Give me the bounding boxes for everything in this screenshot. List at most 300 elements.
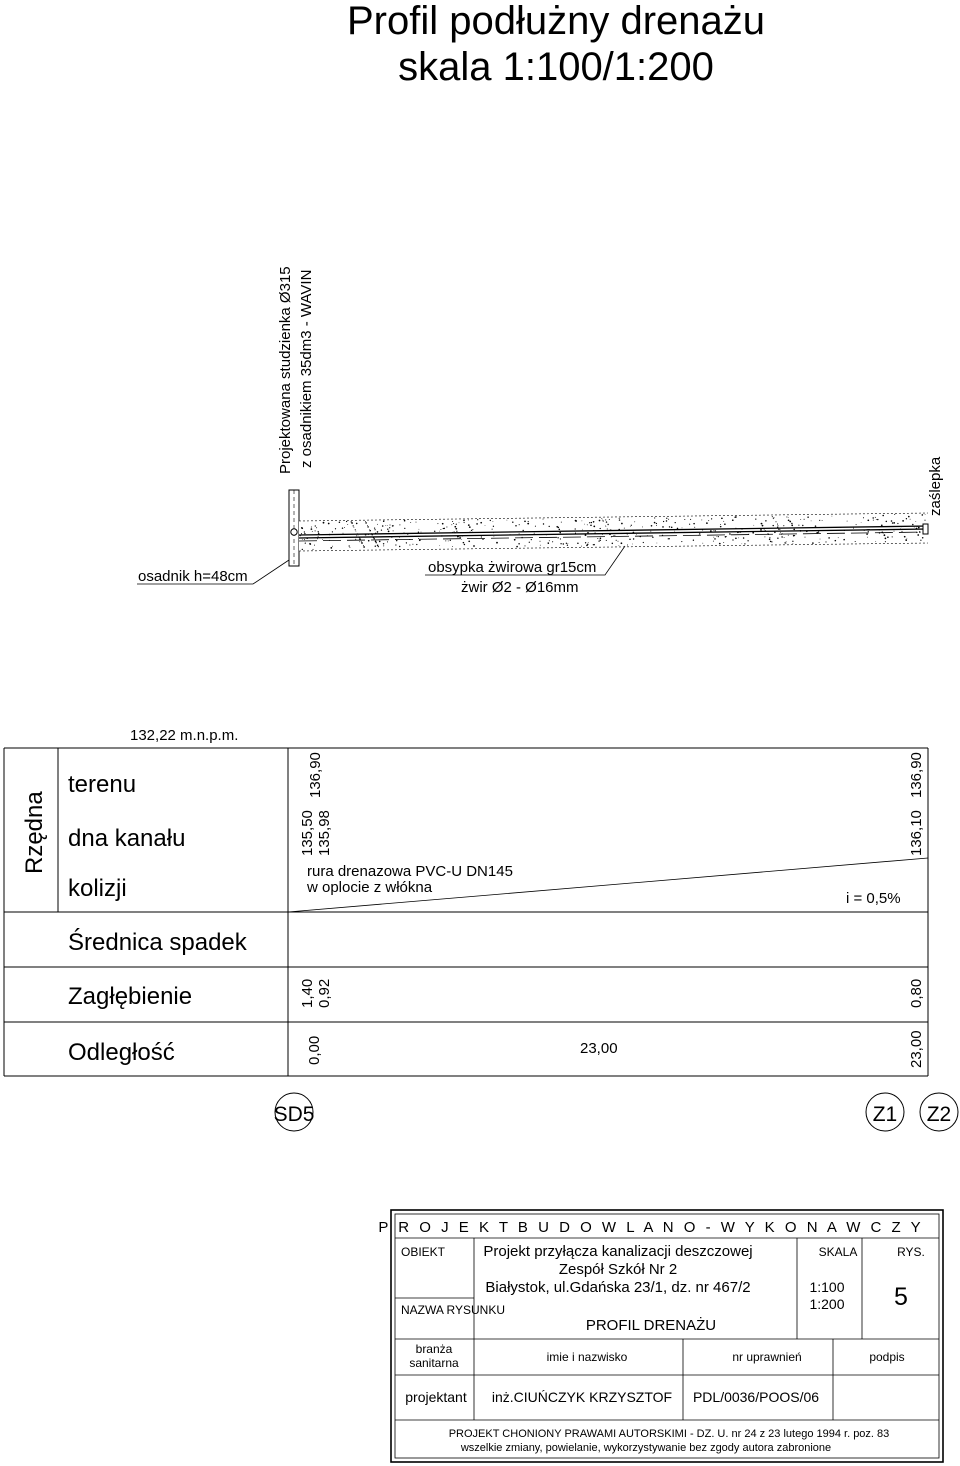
gravel-dot xyxy=(693,523,695,525)
gravel-dot xyxy=(440,529,441,530)
gravel-dot xyxy=(468,519,469,520)
gravel-dot xyxy=(482,539,483,540)
gravel-dot xyxy=(815,525,817,527)
gravel-dot xyxy=(777,537,778,538)
gravel-dot xyxy=(901,531,902,532)
gravel-dot xyxy=(453,523,454,524)
gravel-dot xyxy=(456,524,457,525)
gravel-dot xyxy=(642,526,643,527)
gravel-dot xyxy=(777,524,778,525)
gravel-dot xyxy=(540,545,541,546)
start-depth-b: 0,92 xyxy=(316,978,333,1008)
tb-scale-value2: 1:200 xyxy=(809,1296,845,1312)
gravel-dot xyxy=(663,521,664,522)
gravel-dot xyxy=(589,522,590,523)
gravel-dot xyxy=(396,540,397,541)
gravel-dot xyxy=(588,542,589,543)
gravel-dot xyxy=(807,516,809,518)
gravel-dot xyxy=(311,528,313,530)
gravel-dot xyxy=(819,520,820,521)
gravel-dot xyxy=(496,542,498,544)
gravel-dot xyxy=(764,536,765,537)
gravel-dot xyxy=(374,527,375,528)
gravel-dot xyxy=(820,539,821,540)
gravel-dot xyxy=(884,534,886,536)
end-terrain-elevation: 136,90 xyxy=(908,752,925,798)
gravel-dot xyxy=(443,528,444,529)
gravel-dot xyxy=(514,539,516,541)
gravel-dot xyxy=(671,527,673,529)
gravel-bed-band xyxy=(299,513,928,551)
gravel-dot xyxy=(410,522,411,523)
gravel-dot xyxy=(694,527,695,528)
gravel-dot xyxy=(461,539,462,540)
gravel-dot xyxy=(668,519,669,520)
gravel-dot xyxy=(582,529,583,530)
gravel-dot xyxy=(718,536,719,537)
gravel-dot xyxy=(559,529,561,531)
gravel-dot xyxy=(714,538,716,540)
gravel-dot xyxy=(773,518,774,519)
gravel-dot xyxy=(681,541,682,542)
tb-license-number: PDL/0036/POOS/06 xyxy=(692,1389,820,1405)
tb-drawing-name-label: NAZWA RYSUNKU xyxy=(401,1303,506,1317)
gravel-dot xyxy=(558,527,560,529)
gravel-dot xyxy=(493,521,494,522)
gravel-dot xyxy=(342,527,343,528)
gravel-dot xyxy=(802,525,803,526)
gravel-dot xyxy=(666,520,667,521)
gravel-dot xyxy=(873,520,874,521)
gravel-dot xyxy=(585,542,586,543)
gravel-dot xyxy=(853,528,854,529)
gravel-dot xyxy=(522,530,523,531)
gravel-dot xyxy=(875,541,876,542)
tb-object-line2: Zespół Szkół Nr 2 xyxy=(558,1261,678,1278)
gravel-dot xyxy=(381,529,382,530)
gravel-dot xyxy=(674,531,675,532)
gravel-dot xyxy=(785,542,786,543)
gravel-dot xyxy=(374,538,375,539)
gravel-dot xyxy=(656,525,657,526)
gravel-dot xyxy=(476,523,478,525)
gravel-dot xyxy=(621,523,623,525)
gravel-dot xyxy=(877,519,878,520)
gravel-dot xyxy=(567,545,568,546)
gravel-dot xyxy=(602,520,603,521)
tb-drawing-name: PROFIL DRENAŻU xyxy=(585,1317,717,1334)
gravel-dot xyxy=(356,523,358,525)
gravel-dot xyxy=(312,549,313,550)
gravel-dot xyxy=(377,544,379,546)
gravel-dot xyxy=(378,546,379,547)
gravel-dot xyxy=(723,521,724,522)
gravel-dot xyxy=(723,542,724,543)
gravel-dot xyxy=(822,520,823,521)
gravel-dot xyxy=(602,534,603,535)
gravel-dot xyxy=(575,520,577,522)
gravel-dot xyxy=(699,533,700,534)
gravel-dot xyxy=(317,538,318,539)
tb-copyright-line2: wszelkie zmiany, powielanie, wykorzystywanie bez zgody autora zabronione xyxy=(460,1442,832,1454)
gravel-dot xyxy=(519,533,520,534)
gravel-dot xyxy=(448,540,449,541)
gravel-dot xyxy=(369,529,370,530)
well-outlet-circle xyxy=(291,529,297,535)
gravel-dot xyxy=(632,544,633,545)
gravel-dot xyxy=(906,539,907,540)
gravel-dot xyxy=(454,526,456,528)
gravel-dot xyxy=(792,541,793,542)
gravel-dot xyxy=(609,519,610,520)
gravel-dot xyxy=(332,531,333,532)
gravel-dot xyxy=(866,533,868,535)
gravel-dot xyxy=(738,538,739,539)
gravel-dot xyxy=(591,522,592,523)
gravel-dot xyxy=(789,521,791,523)
gravel-dot xyxy=(786,516,787,517)
gravel-dot xyxy=(468,540,470,542)
profile-section xyxy=(130,266,944,744)
gravel-dot xyxy=(387,529,388,530)
gravel-dot xyxy=(347,524,348,525)
gravel-dot xyxy=(886,521,888,523)
gravel-dot xyxy=(743,537,745,539)
gravel-dot xyxy=(492,529,493,530)
gravel-dot xyxy=(618,541,619,542)
gravel-dot xyxy=(494,536,495,537)
gravel-dot xyxy=(363,546,365,548)
gravel-dot xyxy=(856,524,857,525)
gravel-dot xyxy=(867,519,869,521)
gravel-dot xyxy=(419,539,421,541)
gravel-dot xyxy=(377,524,378,525)
gravel-dot xyxy=(600,528,601,529)
tb-sheet-label: RYS. xyxy=(897,1245,925,1259)
node-label-z2: Z2 xyxy=(926,1103,952,1126)
gravel-dot xyxy=(404,528,405,529)
gravel-dot xyxy=(861,522,862,523)
gravel-dot xyxy=(485,525,486,526)
gravel-dot xyxy=(330,547,332,549)
gravel-dot xyxy=(897,523,898,524)
gravel-dot xyxy=(725,536,727,538)
gravel-dot xyxy=(406,542,407,543)
gravel-dot xyxy=(535,526,536,527)
gravel-dot xyxy=(885,538,887,540)
gravel-dot xyxy=(365,521,366,522)
gravel-dot xyxy=(452,521,453,522)
gravel-dot xyxy=(599,520,601,522)
gravel-dot xyxy=(524,520,526,522)
gravel-dot xyxy=(607,528,608,529)
gravel-dot xyxy=(368,540,370,542)
gravel-dot xyxy=(356,531,357,532)
gravel-dot xyxy=(369,530,370,531)
gravel-dot xyxy=(559,532,560,533)
gravel-dot xyxy=(421,532,422,533)
gravel-dot xyxy=(819,542,820,543)
gravel-dot xyxy=(587,524,588,525)
gravel-dot xyxy=(515,525,517,527)
gravel-dot xyxy=(599,539,600,540)
gravel-dot xyxy=(775,521,776,522)
gravel-dot xyxy=(894,531,895,532)
gravel-dot xyxy=(383,543,384,544)
gravel-dot xyxy=(452,546,453,547)
gravel-dot xyxy=(332,546,333,547)
gravel-dot xyxy=(375,541,377,543)
gravel-dot xyxy=(460,537,461,538)
gravel-dot xyxy=(684,519,685,520)
gravel-dot xyxy=(481,536,482,537)
gravel-dot xyxy=(560,538,561,539)
gravel-dot xyxy=(902,520,904,522)
gravel-dot xyxy=(549,540,550,541)
row-label-distance: Odległość xyxy=(68,1039,175,1066)
gravel-dot xyxy=(304,533,305,534)
gravel-dot xyxy=(875,517,876,518)
gravel-dot xyxy=(769,539,771,541)
tb-branch-line1: branża xyxy=(415,1342,453,1356)
gravel-dot xyxy=(437,523,438,524)
tb-branch-line2: sanitarna xyxy=(409,1356,459,1370)
datum-level: 132,22 m.n.p.m. xyxy=(130,727,239,744)
gravel-dot xyxy=(581,546,582,547)
gravel-dot xyxy=(881,524,883,526)
gravel-dot xyxy=(920,540,921,541)
gravel-dot xyxy=(812,542,814,544)
gravel-dot xyxy=(358,535,359,536)
gravel-dot xyxy=(755,519,756,520)
gravel-dot xyxy=(512,521,513,522)
gravel-dot xyxy=(876,519,877,520)
gravel-dot xyxy=(548,543,550,545)
gravel-dot xyxy=(702,543,703,544)
gravel-dot xyxy=(780,532,781,533)
gravel-dot xyxy=(788,535,789,536)
gravel-dot xyxy=(409,544,410,545)
gravel-dot xyxy=(557,537,558,538)
pipe-description-line2: w oplocie z włókna xyxy=(307,879,433,896)
end-invert-elevation: 136,10 xyxy=(908,810,925,856)
gravel-dot xyxy=(315,530,316,531)
gravel-dot xyxy=(724,523,726,525)
gravel-dot xyxy=(788,519,790,521)
gravel-dot xyxy=(613,535,614,536)
gravel-dot xyxy=(597,538,598,539)
gravel-dot xyxy=(811,521,812,522)
gravel-dot xyxy=(519,524,520,525)
gravel-dot xyxy=(376,542,377,543)
start-terrain-elevation: 136,90 xyxy=(307,752,324,798)
end-cap-label: zaślepka xyxy=(927,456,944,516)
gravel-dot xyxy=(719,543,721,545)
gravel-dot xyxy=(624,528,625,529)
gravel-dot xyxy=(301,527,303,529)
gravel-dot xyxy=(355,529,356,530)
gravel-dot xyxy=(804,519,805,520)
tb-name-header: imie i nazwisko xyxy=(546,1350,628,1364)
gravel-dot xyxy=(907,538,908,539)
gravel-dot xyxy=(708,520,709,521)
gravel-dot xyxy=(666,518,667,519)
gravel-dot xyxy=(894,514,895,515)
gravel-dot xyxy=(662,526,664,528)
node-label-sd5: SD5 xyxy=(273,1103,315,1126)
gravel-dot xyxy=(584,524,585,525)
tb-designer: inż.CIUŃCZYK KRZYSZTOF xyxy=(491,1389,673,1405)
gravel-dot xyxy=(605,519,606,520)
tb-copyright-line1: PROJEKT CHONIONY PRAWAMI AUTORSKIMI - DZ. U. nr 24 z 23 lutego 1994 r. poz. 83 xyxy=(448,1428,890,1440)
gravel-dot xyxy=(713,530,714,531)
gravel-dot xyxy=(590,525,592,527)
gravel-dot xyxy=(915,521,916,522)
node-marker-z2 xyxy=(920,1093,958,1131)
gravel-dot xyxy=(793,535,795,537)
gravel-dot xyxy=(463,542,465,544)
gravel-dot xyxy=(361,542,363,544)
gravel-dot xyxy=(769,537,770,538)
gravel-dot xyxy=(675,522,676,523)
gravel-dot xyxy=(529,542,530,543)
gravel-dot xyxy=(451,524,452,525)
gravel-dot xyxy=(577,542,579,544)
gravel-dot xyxy=(734,517,735,518)
gravel-dot xyxy=(706,522,708,524)
gravel-dot xyxy=(855,541,856,542)
gravel-dot xyxy=(302,549,303,550)
gravel-dot xyxy=(838,537,839,538)
gravel-dot xyxy=(416,522,417,523)
gravel-dot xyxy=(887,536,889,538)
gravel-dot xyxy=(747,540,748,541)
gravel-dot xyxy=(636,534,637,535)
gravel-dot xyxy=(863,517,864,518)
gravel-dot xyxy=(650,531,651,532)
gravel-dot xyxy=(713,537,714,538)
gravel-dot xyxy=(388,531,390,533)
gravel-dot xyxy=(721,517,723,519)
gravel-dot xyxy=(351,522,353,524)
gravel-dot xyxy=(720,526,722,528)
gravel-dot xyxy=(434,531,435,532)
gravel-dot xyxy=(657,543,658,544)
row-label-terrain: terenu xyxy=(68,771,137,798)
gravel-dot xyxy=(459,522,460,523)
gravel-dot xyxy=(867,537,868,538)
gravel-dot xyxy=(735,537,737,539)
gravel-dot xyxy=(720,524,721,525)
gravel-dot xyxy=(771,541,772,542)
gravel-dot xyxy=(713,541,714,542)
gravel-dot xyxy=(770,541,772,543)
gravel-dot xyxy=(318,531,319,532)
gravel-dot xyxy=(634,521,635,522)
gravel-dot xyxy=(627,544,628,545)
gravel-dot xyxy=(343,533,344,534)
gravel-dot xyxy=(917,534,919,536)
gravel-dot xyxy=(543,519,544,520)
gravel-dot xyxy=(732,539,733,540)
start-invert-elevation-b: 135,98 xyxy=(316,810,333,856)
gravel-dot xyxy=(416,544,417,545)
elevation-group-label: Rzędna xyxy=(21,791,48,874)
gravel-dot xyxy=(651,525,653,527)
gravel-dot xyxy=(439,531,440,532)
gravel-dot xyxy=(304,531,305,532)
gravel-dot xyxy=(516,546,518,548)
row-label-invert: dna kanału xyxy=(68,825,186,852)
gravel-dot xyxy=(918,527,920,529)
gravel-dot xyxy=(399,546,400,547)
gravel-dot xyxy=(654,517,655,518)
tb-header: P R O J E K T B U D O W L A N O - W Y K O N A W C Z Y xyxy=(378,1219,924,1236)
gravel-dot xyxy=(463,520,465,522)
gravel-dot xyxy=(780,529,781,530)
gravel-dot xyxy=(893,522,895,524)
gravel-dot xyxy=(892,522,894,524)
gravel-dot xyxy=(344,527,345,528)
gravel-dot xyxy=(716,536,717,537)
gravel-dot xyxy=(753,525,754,526)
row-label-diameter-slope: Średnica spadek xyxy=(68,929,247,956)
gravel-dot xyxy=(356,535,357,536)
gravel-dot xyxy=(387,541,388,542)
gravel-dot xyxy=(891,520,893,522)
gravel-dot xyxy=(603,520,604,521)
gravel-dot xyxy=(669,526,670,527)
gravel-dot xyxy=(619,519,620,520)
gravel-dot xyxy=(379,541,381,543)
profile-table xyxy=(4,748,928,1076)
gravel-dot xyxy=(323,522,325,524)
gravel-dot xyxy=(349,547,350,548)
gravel-dot xyxy=(744,543,745,544)
gravel-dot xyxy=(656,523,657,524)
gravel-dot xyxy=(468,524,470,526)
gravel-dot xyxy=(480,522,482,524)
gravel-dot xyxy=(654,522,656,524)
gravel-dot xyxy=(765,520,766,521)
gravel-dot xyxy=(349,545,350,546)
gravel-dot xyxy=(549,526,550,527)
gravel-dot xyxy=(682,528,683,529)
gravel-dot xyxy=(629,539,631,541)
gravel-label-line1: obsypka żwirowa gr15cm xyxy=(428,559,597,576)
gravel-dot xyxy=(631,525,632,526)
gravel-dot xyxy=(527,523,529,525)
gravel-dot xyxy=(419,529,420,530)
gravel-dot xyxy=(882,515,884,517)
gravel-dot xyxy=(456,531,457,532)
gravel-dot xyxy=(633,538,634,539)
gravel-dot xyxy=(761,523,763,525)
gravel-dot xyxy=(528,521,529,522)
gravel-dot xyxy=(847,521,848,522)
tb-signature-header: podpis xyxy=(869,1350,905,1364)
gravel-dot xyxy=(630,526,631,527)
gravel-dot xyxy=(606,521,607,522)
gravel-dot xyxy=(920,532,921,533)
gravel-dot xyxy=(835,540,837,542)
gravel-dot xyxy=(922,514,924,516)
gravel-dot xyxy=(310,543,312,545)
gravel-dot xyxy=(568,543,569,544)
gravel-dot xyxy=(600,538,602,540)
gravel-dot xyxy=(791,523,792,524)
gravel-dot xyxy=(582,521,583,522)
